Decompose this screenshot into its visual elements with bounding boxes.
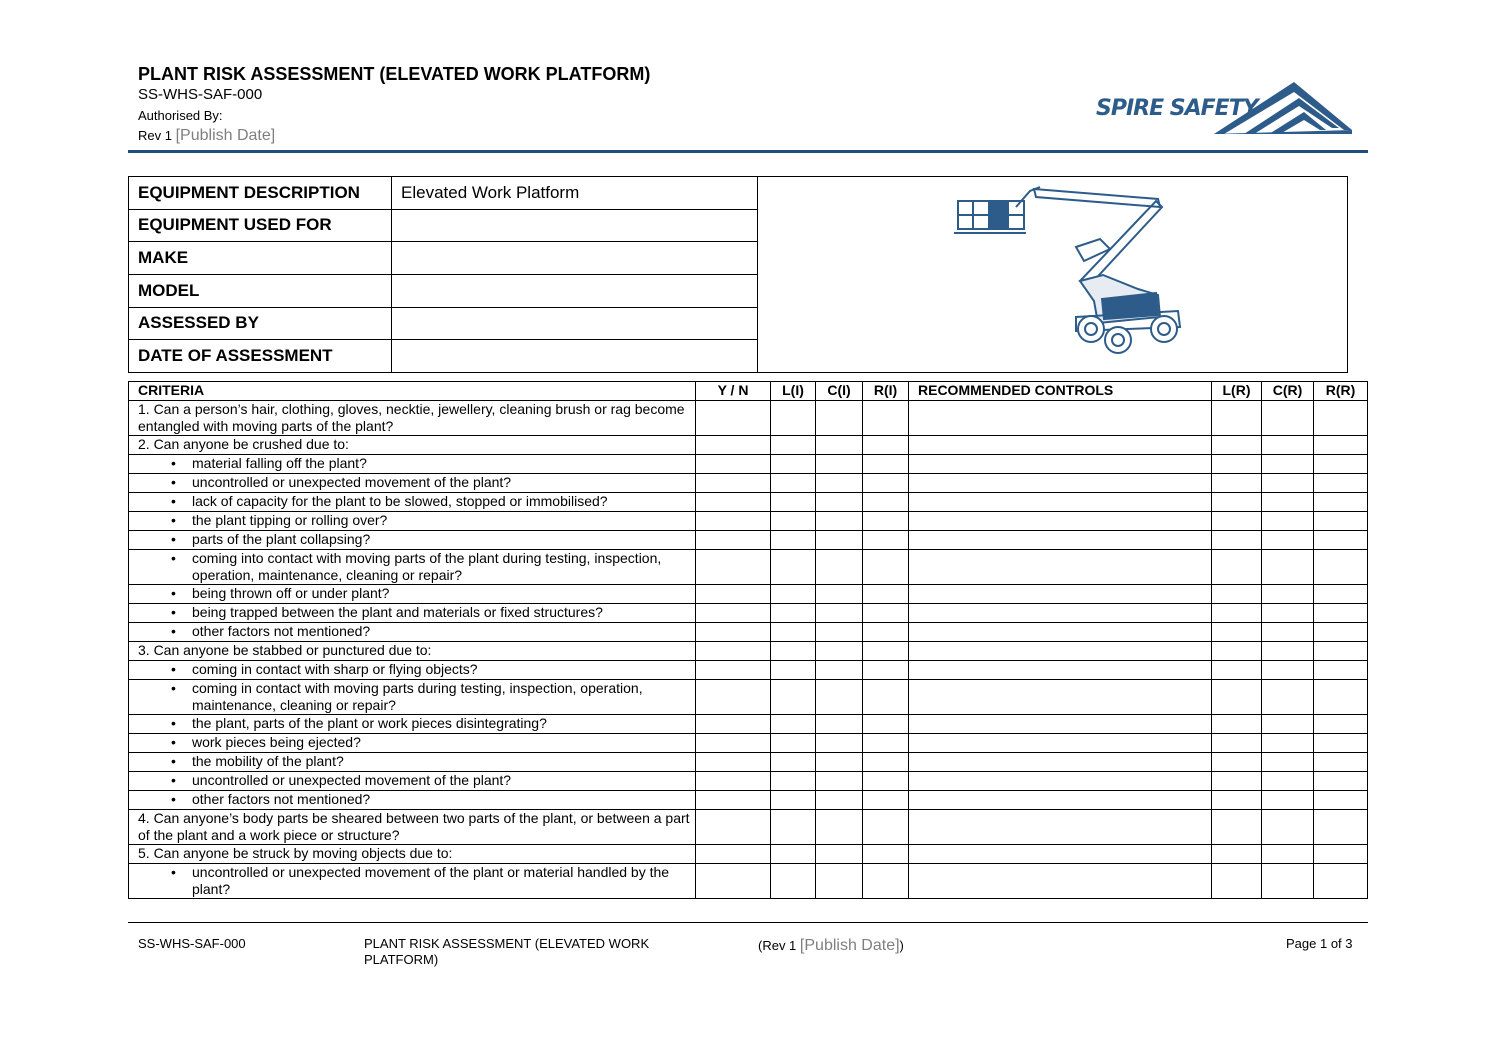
criteria-row xyxy=(129,474,1368,493)
criteria-table xyxy=(128,381,1368,899)
consequence-residual-cell[interactable] xyxy=(1262,810,1314,845)
risk-residual-cell[interactable] xyxy=(1314,474,1368,493)
criteria-row xyxy=(129,753,1368,772)
likelihood-initial-cell[interactable] xyxy=(771,715,816,734)
risk-initial-cell[interactable] xyxy=(863,493,909,512)
yes-no-cell[interactable] xyxy=(696,512,771,531)
criteria-sub-item: • parts of the plant collapsing? xyxy=(129,531,696,550)
yes-no-cell[interactable] xyxy=(696,772,771,791)
column-header: Y / N xyxy=(696,382,771,401)
column-header: C(I) xyxy=(816,382,863,401)
criteria-row xyxy=(129,791,1368,810)
risk-residual-cell[interactable] xyxy=(1314,791,1368,810)
consequence-residual-cell[interactable] xyxy=(1262,531,1314,550)
criteria-row xyxy=(129,715,1368,734)
criteria-item: 5. Can anyone be struck by moving objects due to: xyxy=(129,845,696,864)
likelihood-residual-cell[interactable] xyxy=(1212,734,1262,753)
risk-initial-cell[interactable] xyxy=(863,845,909,864)
criteria-row xyxy=(129,585,1368,604)
consequence-initial-cell[interactable] xyxy=(816,531,863,550)
recommended-controls-cell[interactable] xyxy=(909,753,1212,772)
risk-initial-cell[interactable] xyxy=(863,791,909,810)
risk-initial-cell[interactable] xyxy=(863,680,909,715)
likelihood-initial-cell[interactable] xyxy=(771,661,816,680)
column-header: L(R) xyxy=(1212,382,1262,401)
criteria-sub-item: • uncontrolled or unexpected movement of the plant? xyxy=(129,474,696,493)
logo-text: SPIRE SAFETY xyxy=(1096,96,1258,121)
likelihood-initial-cell[interactable] xyxy=(771,512,816,531)
footer-rev-open: (Rev 1 xyxy=(758,938,797,953)
risk-initial-cell[interactable] xyxy=(863,715,909,734)
recommended-controls-cell[interactable] xyxy=(909,604,1212,623)
consequence-initial-cell[interactable] xyxy=(816,623,863,642)
risk-initial-cell[interactable] xyxy=(863,550,909,585)
risk-initial-cell[interactable] xyxy=(863,474,909,493)
footer-rev-close: ) xyxy=(899,938,904,953)
yes-no-cell[interactable] xyxy=(696,474,771,493)
column-header: R(R) xyxy=(1314,382,1368,401)
criteria-row xyxy=(129,493,1368,512)
column-header: C(R) xyxy=(1262,382,1314,401)
risk-residual-cell[interactable] xyxy=(1314,734,1368,753)
likelihood-initial-cell[interactable] xyxy=(771,531,816,550)
yes-no-cell[interactable] xyxy=(696,661,771,680)
footer-revision xyxy=(758,937,904,955)
consequence-initial-cell[interactable] xyxy=(816,512,863,531)
likelihood-residual-cell[interactable] xyxy=(1212,623,1262,642)
risk-residual-cell[interactable] xyxy=(1314,512,1368,531)
recommended-controls-cell[interactable] xyxy=(909,845,1212,864)
likelihood-initial-cell[interactable] xyxy=(771,845,816,864)
likelihood-residual-cell[interactable] xyxy=(1212,493,1262,512)
date-of-assessment-field[interactable] xyxy=(392,340,758,373)
recommended-controls-cell[interactable] xyxy=(909,401,1212,436)
yes-no-cell[interactable] xyxy=(696,715,771,734)
risk-initial-cell[interactable] xyxy=(863,604,909,623)
yes-no-cell[interactable] xyxy=(696,753,771,772)
column-header: RECOMMENDED CONTROLS xyxy=(909,382,1212,401)
risk-residual-cell[interactable] xyxy=(1314,810,1368,845)
consequence-residual-cell[interactable] xyxy=(1262,845,1314,864)
consequence-residual-cell[interactable] xyxy=(1262,401,1314,436)
consequence-residual-cell[interactable] xyxy=(1262,772,1314,791)
yes-no-cell[interactable] xyxy=(696,810,771,845)
consequence-initial-cell[interactable] xyxy=(816,845,863,864)
consequence-initial-cell[interactable] xyxy=(816,772,863,791)
info-label: MODEL xyxy=(129,274,392,307)
consequence-initial-cell[interactable] xyxy=(816,474,863,493)
consequence-residual-cell[interactable] xyxy=(1262,493,1314,512)
criteria-sub-item: • other factors not mentioned? xyxy=(129,791,696,810)
criteria-sub-item: • coming in contact with sharp or flying objects? xyxy=(129,661,696,680)
criteria-sub-item: • being thrown off or under plant? xyxy=(129,585,696,604)
likelihood-initial-cell[interactable] xyxy=(771,810,816,845)
likelihood-residual-cell[interactable] xyxy=(1212,753,1262,772)
consequence-residual-cell[interactable] xyxy=(1262,623,1314,642)
risk-initial-cell[interactable] xyxy=(863,810,909,845)
consequence-residual-cell[interactable] xyxy=(1262,864,1314,899)
authorised-by-label: Authorised By: xyxy=(138,108,223,123)
revision-line xyxy=(138,127,275,145)
recommended-controls-cell[interactable] xyxy=(909,864,1212,899)
info-label: EQUIPMENT DESCRIPTION xyxy=(129,177,392,210)
recommended-controls-cell[interactable] xyxy=(909,810,1212,845)
elevated-work-platform-illustration xyxy=(758,177,1347,367)
consequence-initial-cell[interactable] xyxy=(816,401,863,436)
footer-publish-date: [Publish Date] xyxy=(799,937,900,954)
consequence-residual-cell[interactable] xyxy=(1262,642,1314,661)
risk-initial-cell[interactable] xyxy=(863,531,909,550)
recommended-controls-cell[interactable] xyxy=(909,550,1212,585)
recommended-controls-cell[interactable] xyxy=(909,680,1212,715)
consequence-residual-cell[interactable] xyxy=(1262,680,1314,715)
risk-residual-cell[interactable] xyxy=(1314,604,1368,623)
recommended-controls-cell[interactable] xyxy=(909,772,1212,791)
risk-initial-cell[interactable] xyxy=(863,585,909,604)
criteria-row xyxy=(129,512,1368,531)
criteria-row xyxy=(129,401,1368,436)
likelihood-initial-cell[interactable] xyxy=(771,474,816,493)
model-field[interactable] xyxy=(392,274,758,307)
recommended-controls-cell[interactable] xyxy=(909,455,1212,474)
equipment-info-table xyxy=(128,176,1348,373)
likelihood-residual-cell[interactable] xyxy=(1212,772,1262,791)
likelihood-residual-cell[interactable] xyxy=(1212,642,1262,661)
yes-no-cell[interactable] xyxy=(696,550,771,585)
criteria-item: 2. Can anyone be crushed due to: xyxy=(129,436,696,455)
info-label: EQUIPMENT USED FOR xyxy=(129,209,392,242)
consequence-initial-cell[interactable] xyxy=(816,715,863,734)
risk-initial-cell[interactable] xyxy=(863,512,909,531)
risk-initial-cell[interactable] xyxy=(863,753,909,772)
consequence-residual-cell[interactable] xyxy=(1262,474,1314,493)
consequence-initial-cell[interactable] xyxy=(816,642,863,661)
likelihood-residual-cell[interactable] xyxy=(1212,661,1262,680)
risk-residual-cell[interactable] xyxy=(1314,864,1368,899)
risk-residual-cell[interactable] xyxy=(1314,661,1368,680)
criteria-row xyxy=(129,436,1368,455)
likelihood-residual-cell[interactable] xyxy=(1212,401,1262,436)
likelihood-initial-cell[interactable] xyxy=(771,680,816,715)
recommended-controls-cell[interactable] xyxy=(909,474,1212,493)
likelihood-residual-cell[interactable] xyxy=(1212,550,1262,585)
info-label: MAKE xyxy=(129,242,392,275)
risk-initial-cell[interactable] xyxy=(863,772,909,791)
make-field[interactable] xyxy=(392,242,758,275)
risk-residual-cell[interactable] xyxy=(1314,680,1368,715)
consequence-residual-cell[interactable] xyxy=(1262,791,1314,810)
consequence-residual-cell[interactable] xyxy=(1262,512,1314,531)
criteria-row xyxy=(129,661,1368,680)
likelihood-residual-cell[interactable] xyxy=(1212,680,1262,715)
criteria-sub-item: • other factors not mentioned? xyxy=(129,623,696,642)
criteria-row xyxy=(129,734,1368,753)
header-rule xyxy=(128,150,1368,153)
consequence-residual-cell[interactable] xyxy=(1262,436,1314,455)
risk-residual-cell[interactable] xyxy=(1314,531,1368,550)
equipment-image-cell xyxy=(758,177,1348,373)
criteria-row xyxy=(129,623,1368,642)
footer-rule xyxy=(128,922,1368,923)
criteria-sub-item: • coming in contact with moving parts during testing, inspection, operation, maintenance, cleaning or repair? xyxy=(129,680,696,715)
risk-residual-cell[interactable] xyxy=(1314,623,1368,642)
criteria-row xyxy=(129,550,1368,585)
likelihood-initial-cell[interactable] xyxy=(771,623,816,642)
equipment-used-for-field[interactable] xyxy=(392,209,758,242)
yes-no-cell[interactable] xyxy=(696,436,771,455)
likelihood-residual-cell[interactable] xyxy=(1212,474,1262,493)
yes-no-cell[interactable] xyxy=(696,642,771,661)
likelihood-initial-cell[interactable] xyxy=(771,585,816,604)
likelihood-residual-cell[interactable] xyxy=(1212,455,1262,474)
yes-no-cell[interactable] xyxy=(696,864,771,899)
equipment-description-field[interactable]: Elevated Work Platform xyxy=(392,177,758,210)
recommended-controls-cell[interactable] xyxy=(909,531,1212,550)
revision-label: Rev 1 xyxy=(138,128,172,143)
consequence-initial-cell[interactable] xyxy=(816,734,863,753)
likelihood-residual-cell[interactable] xyxy=(1212,436,1262,455)
recommended-controls-cell[interactable] xyxy=(909,791,1212,810)
criteria-row xyxy=(129,604,1368,623)
likelihood-residual-cell[interactable] xyxy=(1212,531,1262,550)
recommended-controls-cell[interactable] xyxy=(909,436,1212,455)
likelihood-initial-cell[interactable] xyxy=(771,791,816,810)
criteria-sub-item: • coming into contact with moving parts of the plant during testing, inspection, operation, maintenance, cleaning or repair? xyxy=(129,550,696,585)
likelihood-residual-cell[interactable] xyxy=(1212,864,1262,899)
criteria-sub-item: • material falling off the plant? xyxy=(129,455,696,474)
risk-initial-cell[interactable] xyxy=(863,734,909,753)
risk-residual-cell[interactable] xyxy=(1314,436,1368,455)
risk-residual-cell[interactable] xyxy=(1314,715,1368,734)
risk-initial-cell[interactable] xyxy=(863,401,909,436)
consequence-residual-cell[interactable] xyxy=(1262,550,1314,585)
consequence-initial-cell[interactable] xyxy=(816,661,863,680)
consequence-initial-cell[interactable] xyxy=(816,493,863,512)
consequence-initial-cell[interactable] xyxy=(816,810,863,845)
recommended-controls-cell[interactable] xyxy=(909,623,1212,642)
criteria-row xyxy=(129,810,1368,845)
consequence-residual-cell[interactable] xyxy=(1262,455,1314,474)
risk-initial-cell[interactable] xyxy=(863,436,909,455)
likelihood-initial-cell[interactable] xyxy=(771,772,816,791)
risk-residual-cell[interactable] xyxy=(1314,845,1368,864)
risk-initial-cell[interactable] xyxy=(863,642,909,661)
consequence-initial-cell[interactable] xyxy=(816,455,863,474)
likelihood-residual-cell[interactable] xyxy=(1212,715,1262,734)
footer-title: PLANT RISK ASSESSMENT (ELEVATED WORK PLATFORM) xyxy=(364,936,650,967)
likelihood-initial-cell[interactable] xyxy=(771,753,816,772)
likelihood-initial-cell[interactable] xyxy=(771,642,816,661)
consequence-residual-cell[interactable] xyxy=(1262,715,1314,734)
consequence-residual-cell[interactable] xyxy=(1262,585,1314,604)
criteria-item: 3. Can anyone be stabbed or punctured due to: xyxy=(129,642,696,661)
risk-initial-cell[interactable] xyxy=(863,864,909,899)
consequence-initial-cell[interactable] xyxy=(816,791,863,810)
consequence-residual-cell[interactable] xyxy=(1262,604,1314,623)
consequence-initial-cell[interactable] xyxy=(816,550,863,585)
criteria-sub-item: • uncontrolled or unexpected movement of the plant? xyxy=(129,772,696,791)
consequence-initial-cell[interactable] xyxy=(816,436,863,455)
risk-residual-cell[interactable] xyxy=(1314,585,1368,604)
likelihood-residual-cell[interactable] xyxy=(1212,512,1262,531)
yes-no-cell[interactable] xyxy=(696,531,771,550)
page-number: Page 1 of 3 xyxy=(1286,936,1353,951)
criteria-sub-item: • uncontrolled or unexpected movement of the plant or material handled by the plant? xyxy=(129,864,696,899)
likelihood-initial-cell[interactable] xyxy=(771,455,816,474)
yes-no-cell[interactable] xyxy=(696,604,771,623)
consequence-initial-cell[interactable] xyxy=(816,585,863,604)
criteria-item: 1. Can a person’s hair, clothing, gloves, necktie, jewellery, cleaning brush or rag become entangled with moving parts of the plant? xyxy=(129,401,696,436)
consequence-initial-cell[interactable] xyxy=(816,753,863,772)
criteria-sub-item: • the plant, parts of the plant or work pieces disintegrating? xyxy=(129,715,696,734)
risk-residual-cell[interactable] xyxy=(1314,550,1368,585)
yes-no-cell[interactable] xyxy=(696,585,771,604)
risk-initial-cell[interactable] xyxy=(863,661,909,680)
risk-residual-cell[interactable] xyxy=(1314,772,1368,791)
criteria-sub-item: • work pieces being ejected? xyxy=(129,734,696,753)
consequence-residual-cell[interactable] xyxy=(1262,734,1314,753)
yes-no-cell[interactable] xyxy=(696,623,771,642)
risk-initial-cell[interactable] xyxy=(863,455,909,474)
recommended-controls-cell[interactable] xyxy=(909,734,1212,753)
criteria-row xyxy=(129,864,1368,899)
assessed-by-field[interactable] xyxy=(392,307,758,340)
likelihood-initial-cell[interactable] xyxy=(771,550,816,585)
recommended-controls-cell[interactable] xyxy=(909,493,1212,512)
criteria-row xyxy=(129,455,1368,474)
column-header: L(I) xyxy=(771,382,816,401)
yes-no-cell[interactable] xyxy=(696,401,771,436)
page-title: PLANT RISK ASSESSMENT (ELEVATED WORK PLATFORM) xyxy=(138,64,651,84)
risk-residual-cell[interactable] xyxy=(1314,401,1368,436)
consequence-initial-cell[interactable] xyxy=(816,680,863,715)
risk-initial-cell[interactable] xyxy=(863,623,909,642)
yes-no-cell[interactable] xyxy=(696,845,771,864)
likelihood-residual-cell[interactable] xyxy=(1212,845,1262,864)
likelihood-initial-cell[interactable] xyxy=(771,401,816,436)
likelihood-initial-cell[interactable] xyxy=(771,493,816,512)
info-label: ASSESSED BY xyxy=(129,307,392,340)
likelihood-residual-cell[interactable] xyxy=(1212,810,1262,845)
footer-document-id: SS-WHS-SAF-000 xyxy=(138,936,246,951)
risk-residual-cell[interactable] xyxy=(1314,493,1368,512)
recommended-controls-cell[interactable] xyxy=(909,715,1212,734)
risk-residual-cell[interactable] xyxy=(1314,455,1368,474)
yes-no-cell[interactable] xyxy=(696,455,771,474)
recommended-controls-cell[interactable] xyxy=(909,585,1212,604)
likelihood-initial-cell[interactable] xyxy=(771,734,816,753)
criteria-row xyxy=(129,772,1368,791)
consequence-initial-cell[interactable] xyxy=(816,864,863,899)
criteria-header-row xyxy=(129,382,1368,401)
criteria-sub-item: • the plant tipping or rolling over? xyxy=(129,512,696,531)
criteria-sub-item: • the mobility of the plant? xyxy=(129,753,696,772)
consequence-residual-cell[interactable] xyxy=(1262,661,1314,680)
recommended-controls-cell[interactable] xyxy=(909,642,1212,661)
recommended-controls-cell[interactable] xyxy=(909,661,1212,680)
likelihood-residual-cell[interactable] xyxy=(1212,604,1262,623)
yes-no-cell[interactable] xyxy=(696,493,771,512)
document-id: SS-WHS-SAF-000 xyxy=(138,86,263,103)
criteria-row xyxy=(129,680,1368,715)
likelihood-initial-cell[interactable] xyxy=(771,604,816,623)
criteria-sub-item: • being trapped between the plant and materials or fixed structures? xyxy=(129,604,696,623)
consequence-initial-cell[interactable] xyxy=(816,604,863,623)
likelihood-residual-cell[interactable] xyxy=(1212,791,1262,810)
yes-no-cell[interactable] xyxy=(696,680,771,715)
criteria-item: 4. Can anyone’s body parts be sheared between two parts of the plant, or between a part of the plant and a work piece or structure? xyxy=(129,810,696,845)
likelihood-initial-cell[interactable] xyxy=(771,436,816,455)
yes-no-cell[interactable] xyxy=(696,791,771,810)
recommended-controls-cell[interactable] xyxy=(909,512,1212,531)
criteria-row xyxy=(129,642,1368,661)
column-header: R(I) xyxy=(863,382,909,401)
risk-residual-cell[interactable] xyxy=(1314,753,1368,772)
criteria-row xyxy=(129,845,1368,864)
info-label: DATE OF ASSESSMENT xyxy=(129,340,392,373)
risk-residual-cell[interactable] xyxy=(1314,642,1368,661)
criteria-row xyxy=(129,531,1368,550)
criteria-sub-item: • lack of capacity for the plant to be slowed, stopped or immobilised? xyxy=(129,493,696,512)
column-header: CRITERIA xyxy=(129,382,696,401)
publish-date-placeholder[interactable]: [Publish Date] xyxy=(175,127,276,144)
likelihood-initial-cell[interactable] xyxy=(771,864,816,899)
yes-no-cell[interactable] xyxy=(696,734,771,753)
likelihood-residual-cell[interactable] xyxy=(1212,585,1262,604)
consequence-residual-cell[interactable] xyxy=(1262,753,1314,772)
